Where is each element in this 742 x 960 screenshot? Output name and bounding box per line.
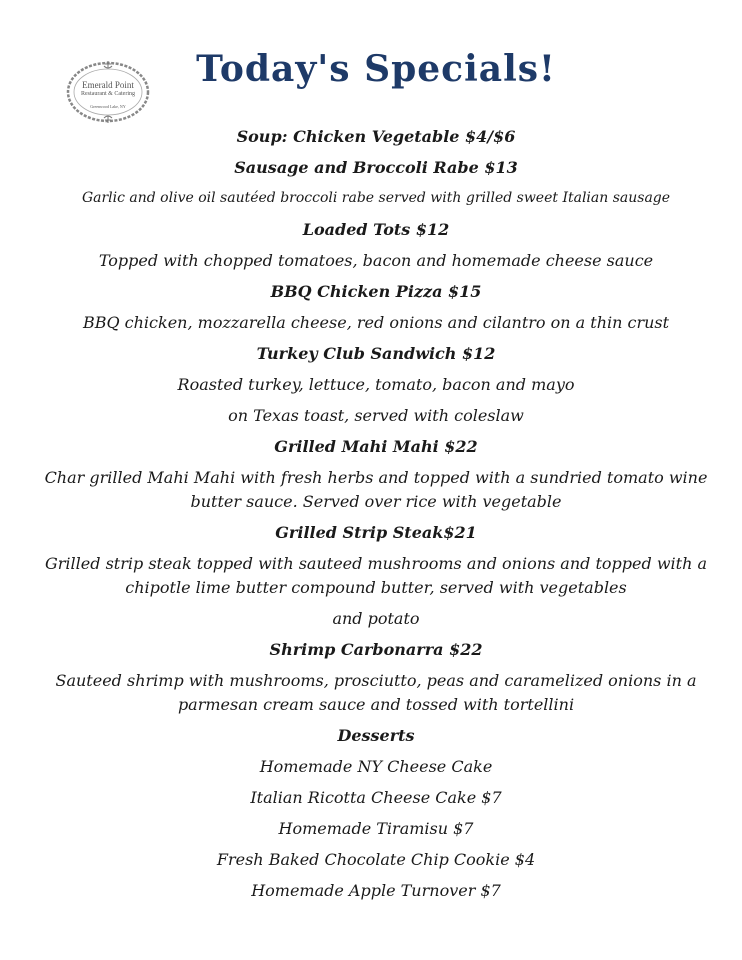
- item-description: Char grilled Mahi Mahi with fresh herbs and topped with a sundried tomato wine butter sauce. Served over rice with vegetable: [44, 468, 708, 511]
- item-description: Garlic and olive oil sautéed broccoli rabe served with grilled sweet Italian sausage: [81, 190, 671, 206]
- item-title: BBQ Chicken Pizza $15: [270, 282, 482, 301]
- item-title: Turkey Club Sandwich $12: [256, 344, 496, 363]
- item-description: Topped with chopped tomatoes, bacon and homemade cheese sauce: [98, 251, 654, 270]
- item-description: BBQ chicken, mozzarella cheese, red onions and cilantro on a thin crust: [82, 313, 670, 332]
- dessert-item: Fresh Baked Chocolate Chip Cookie $4: [216, 850, 536, 869]
- item-title: Loaded Tots $12: [302, 220, 450, 239]
- dessert-item: Homemade Tiramisu $7: [278, 819, 474, 838]
- item-description: Roasted turkey, lettuce, tomato, bacon and mayo: [177, 375, 575, 394]
- dessert-item: Homemade Apple Turnover $7: [251, 881, 501, 900]
- restaurant-logo: [66, 60, 150, 124]
- specials-menu: [40, 121, 712, 906]
- desserts-heading: Desserts: [337, 726, 415, 745]
- item-description: Grilled strip steak topped with sauteed mushrooms and onions and topped with a chipotle lime butter compound butter, served with vegetables: [45, 554, 707, 597]
- logo-location: Greenwood Lake, NY: [90, 104, 126, 109]
- item-description: Sauteed shrimp with mushrooms, prosciutto, peas and caramelized onions in a parmesan cream sauce and tossed with tortellini: [55, 671, 697, 714]
- item-title: Sausage and Broccoli Rabe $13: [234, 158, 518, 177]
- soup-special: Soup: Chicken Vegetable $4/$6: [236, 127, 516, 146]
- item-description: on Texas toast, served with coleslaw: [228, 406, 524, 425]
- logo-subtitle: Restaurant & Catering: [81, 91, 135, 97]
- page-title: Today's Specials!: [196, 48, 556, 90]
- dessert-item: Italian Ricotta Cheese Cake $7: [250, 788, 502, 807]
- logo-name: Emerald Point: [82, 80, 134, 90]
- item-description: and potato: [332, 609, 420, 628]
- dessert-item: Homemade NY Cheese Cake: [259, 757, 493, 776]
- item-title: Grilled Mahi Mahi $22: [274, 437, 478, 456]
- item-title: Shrimp Carbonarra $22: [269, 640, 483, 659]
- item-title: Grilled Strip Steak$21: [275, 523, 477, 542]
